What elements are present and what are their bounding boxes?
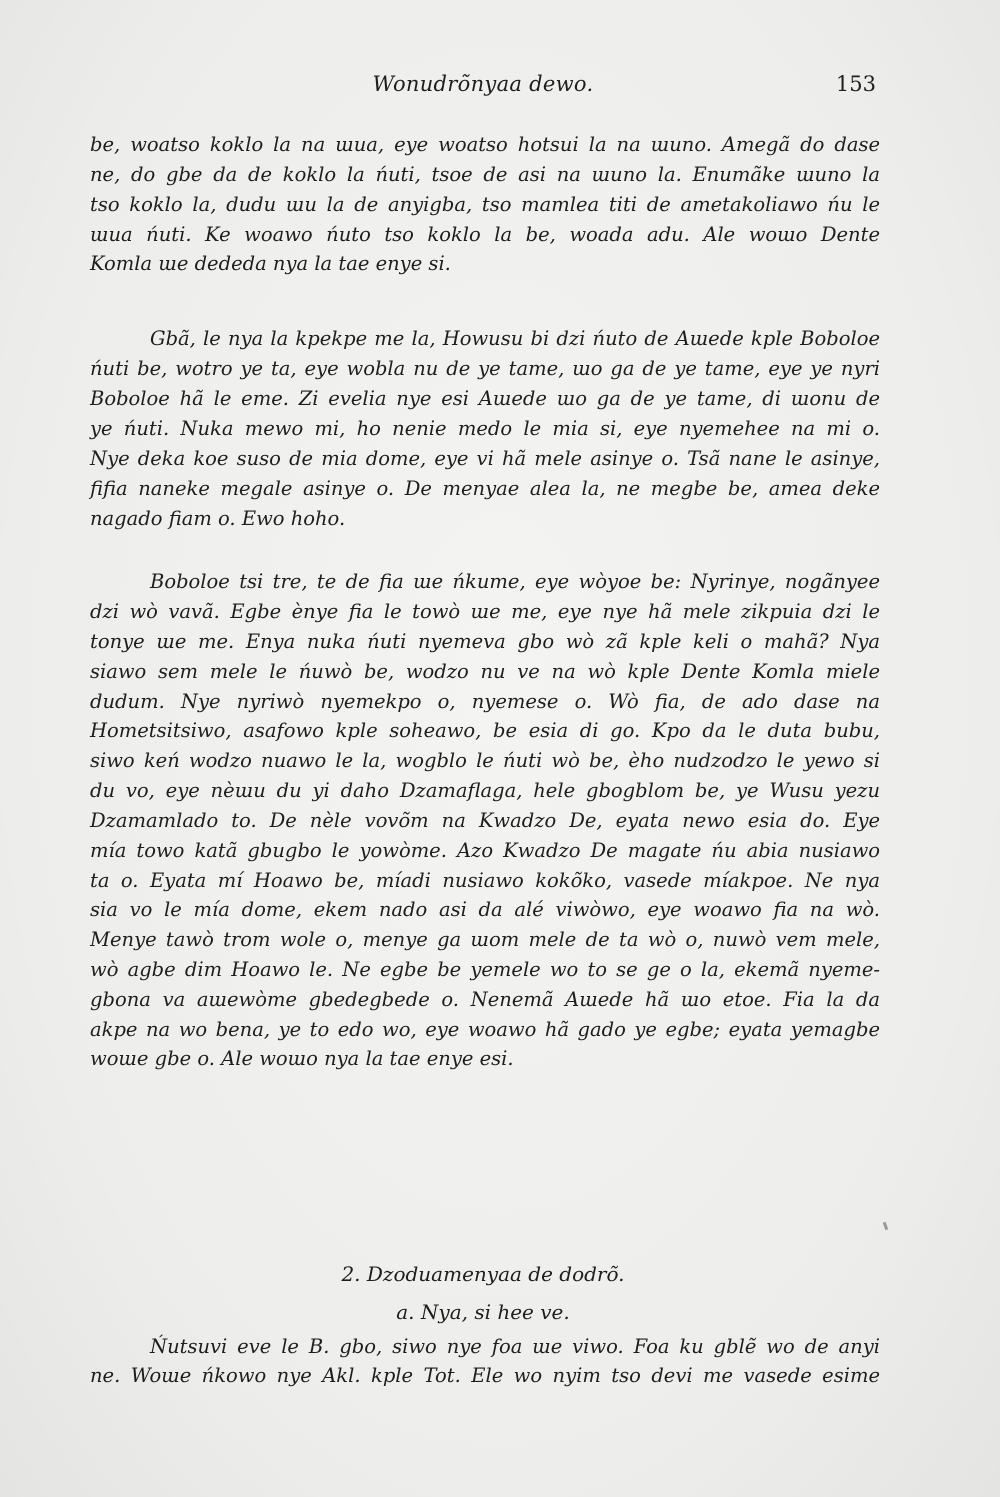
text-line: be, woatso koklo la na ɯua, eye woatso hotsui la na ɯuno. Amegã do dase [90,133,880,156]
text-line: Boboloe hã le eme. Zi evelia nye esi Aɯede ɯo ga de ye tame, di ɯonu de [90,387,880,410]
print-speck [883,1222,889,1231]
text-line: Menye tawò trom wole o, menye ga ɯom mele de ta wò o, nuwò vem mele, [90,928,880,951]
text-line: fifia naneke megale asinye o. De menyae alea la, ne megbe be, amea deke [90,477,880,500]
text-line: Hometsitsiwo, asafowo kple soheawo, be esia di go. Kpo da le duta bubu, [90,719,880,742]
text-line: akpe na wo bena, ye to edo wo, eye woawo hã gado ye egbe; eyata yemagbe [90,1018,880,1041]
text-line: Boboloe tsi tre, te de fia ɯe ńkume, eye wòyoe be: Nyrinye, nogãnyee [150,570,880,593]
section-subheading: a. Nya, si hee ve. [396,1300,570,1324]
page-header [90,72,876,102]
text-line: sia vo le mía dome, ekem nado asi da alé viwòwo, eye woawo fia na wò. [90,898,880,921]
text-line: gbona va aɯewòme gbedegbede o. Nenemã Aɯede hã ɯo etoe. Fia la da [90,988,880,1011]
page-number: 153 [835,72,876,96]
text-line: tso koklo la, dudu ɯu la de anyigba, tso mamlea titi de ametakoliawo ńu le [90,193,880,216]
text-line: ye ńuti. Nuka mewo mi, ho nenie medo le mia si, eye nyemehee na mi o. [90,417,880,440]
text-line: ńuti be, wotro ye ta, eye wobla nu de ye tame, ɯo ga de ye tame, eye ye nyri [90,357,880,380]
text-line: Nye deka koe suso de mia dome, eye vi hã mele asinye o. Tsã nane le asinye, [90,447,880,470]
text-line: du vo, eye nèɯu du yi daho Dzamaflaga, hele gbogblom be, ye Wusu yezu [90,779,880,802]
text-line: ta o. Eyata mí Hoawo be, míadi nusiawo kokõko, vasede míakpoe. Ne nya [90,869,880,892]
section-heading: 2. Dzoduamenyaa de dodrõ. [341,1262,625,1286]
text-line: dudum. Nye nyriwò nyemekpo o, nyemese o. Wò fia, de ado dase na [90,690,880,713]
text-line: dzi wò vavã. Egbe ènye fia le towò ɯe me, eye nye hã mele zikpuia dzi le [90,600,880,623]
text-line: Ńutsuvi eve le B. gbo, siwo nye foa ɯe viwo. Foa ku gblẽ wo de anyi [150,1335,880,1358]
running-title: Wonudrõnyaa dewo. [372,72,594,96]
text-line: mía towo katã gbugbo le yowòme. Azo Kwadzo De magate ńu abia nusiawo [90,839,880,862]
text-line: tonye ɯe me. Enya nuka ńuti nyemeva gbo wò zã kple keli o mahã? Nya [90,630,880,653]
text-line: Gbã, le nya la kpekpe me la, Howusu bi dzi ńuto de Aɯede kple Boboloe [150,327,880,350]
text-line: Dzamamlado to. De nèle vovõm na Kwadzo De, eyata newo esia do. Eye [90,809,880,832]
text-line: wò agbe dim Hoawo le. Ne egbe be yemele wo to se ge o la, ekemã nyeme- [90,958,880,981]
text-line: siawo sem mele le ńuwò be, wodzo nu ve na wò kple Dente Komla miele [90,660,880,683]
text-line: Komla ɯe dededa nya la tae enye si. [90,252,451,275]
text-line: ne. Woɯe ńkowo nye Akl. kple Tot. Ele wo nyim tso devi me vasede esime [90,1364,880,1387]
text-line: ne, do gbe da de koklo la ńuti, tsoe de asi na ɯuno la. Enumãke ɯuno la [90,163,880,186]
text-line: ɯua ńuti. Ke woawo ńuto tso koklo la be, woada adu. Ale woɯo Dente [90,223,880,246]
text-line: woɯe gbe o. Ale woɯo nya la tae enye esi. [90,1047,514,1070]
text-line: nagado fiam o. Ewo hoho. [90,507,346,530]
text-line: siwo keń wodzo nuawo le la, wogblo le ńuti wò be, èho nudzodzo le yewo si [90,749,880,772]
